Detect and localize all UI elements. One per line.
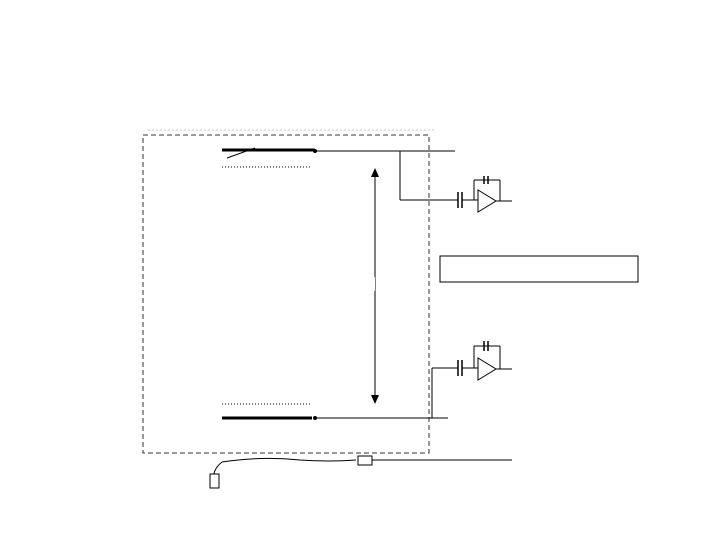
photodiode-box — [358, 456, 372, 465]
node — [313, 416, 317, 420]
light-pulser-box — [210, 474, 219, 488]
formula-box — [440, 256, 638, 282]
node — [313, 149, 317, 153]
length-label-bg — [330, 277, 375, 291]
